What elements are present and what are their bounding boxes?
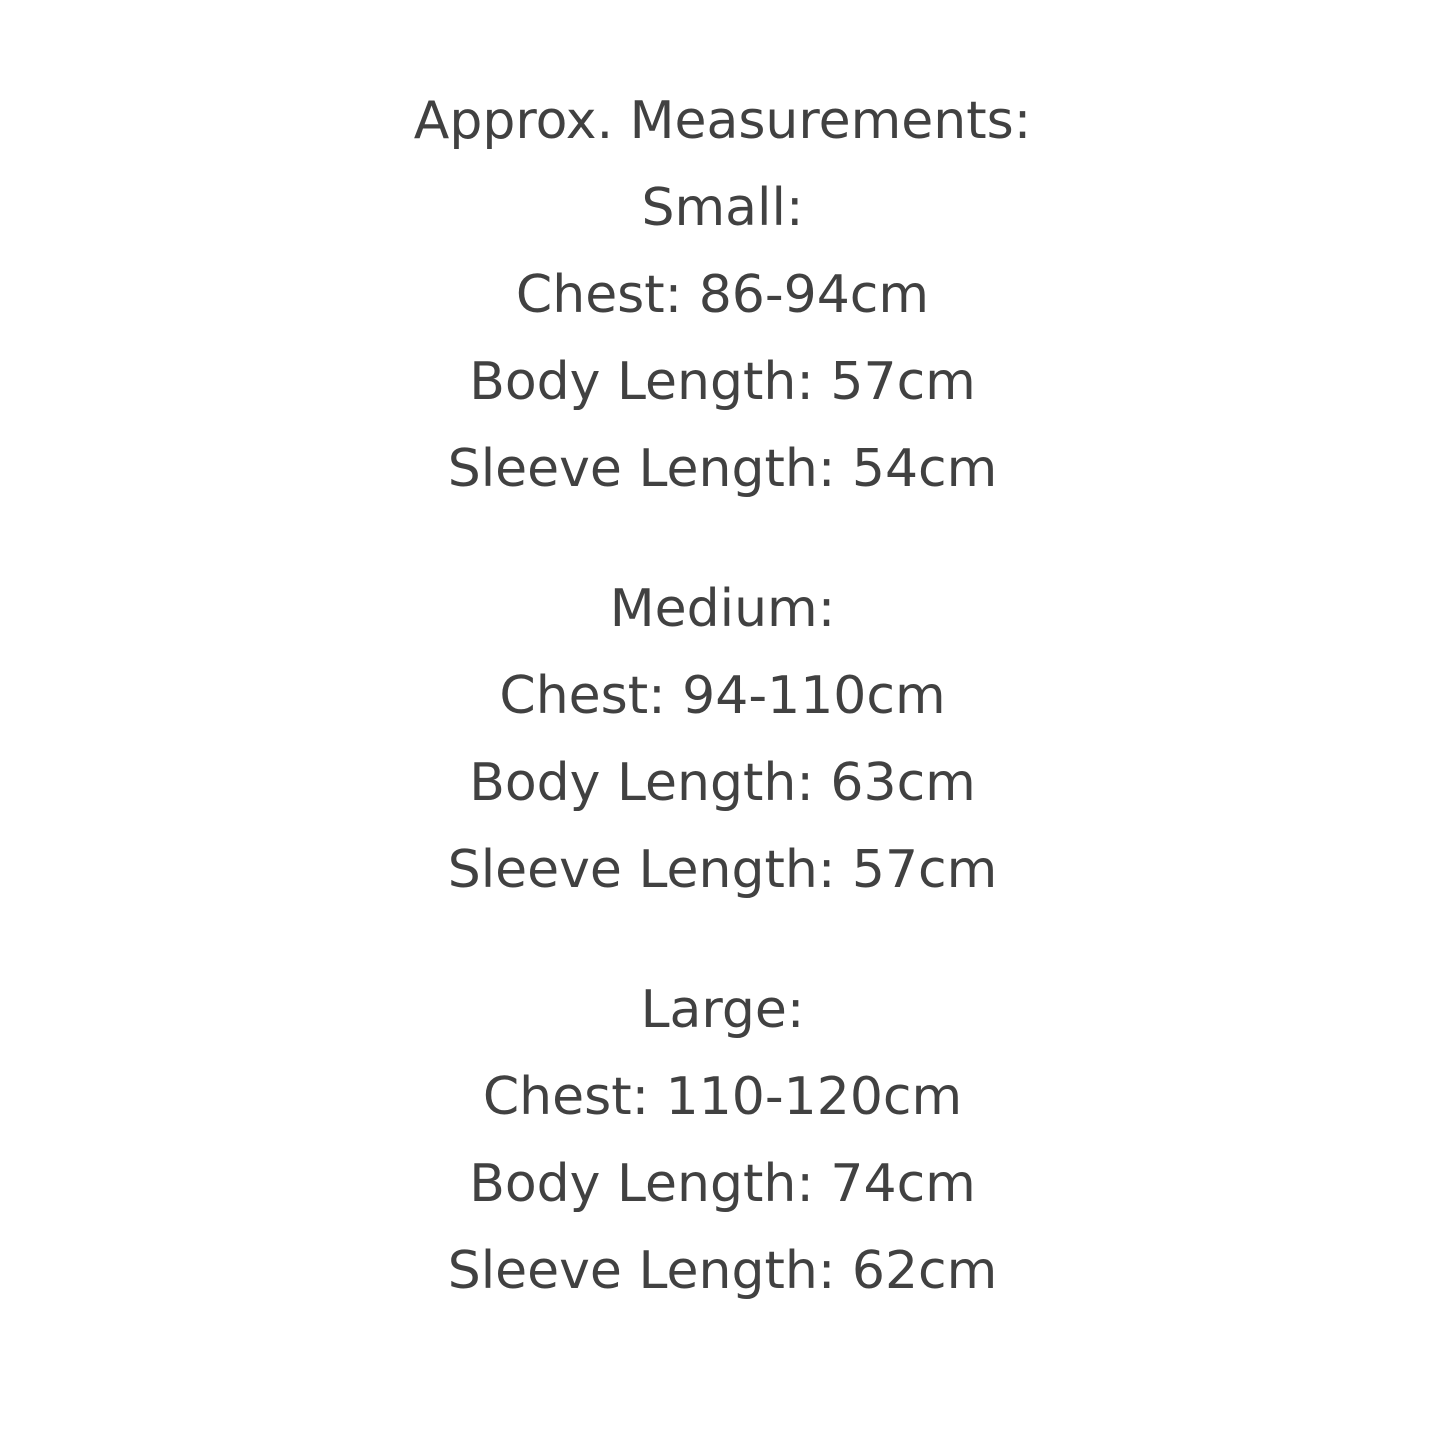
body-length-measurement-small: Body Length: 57cm [469,352,976,412]
size-name-medium: Medium: [609,579,836,639]
chest-measurement-medium: Chest: 94-110cm [499,666,946,726]
size-name-small: Small: [641,178,804,238]
size-block-large [448,967,998,1315]
page-title: Approx. Measurements: [413,91,1032,151]
chest-measurement-large: Chest: 110-120cm [482,1067,963,1127]
sleeve-length-measurement-medium: Sleeve Length: 57cm [447,840,998,900]
size-block-medium [448,566,998,914]
size-block-small [448,165,998,513]
body-length-measurement-medium: Body Length: 63cm [469,753,976,813]
size-name-large: Large: [640,980,805,1040]
sleeve-length-measurement-small: Sleeve Length: 54cm [447,439,998,499]
body-length-measurement-large: Body Length: 74cm [469,1154,976,1214]
sleeve-length-measurement-large: Sleeve Length: 62cm [447,1241,998,1301]
chest-measurement-small: Chest: 86-94cm [515,265,930,325]
